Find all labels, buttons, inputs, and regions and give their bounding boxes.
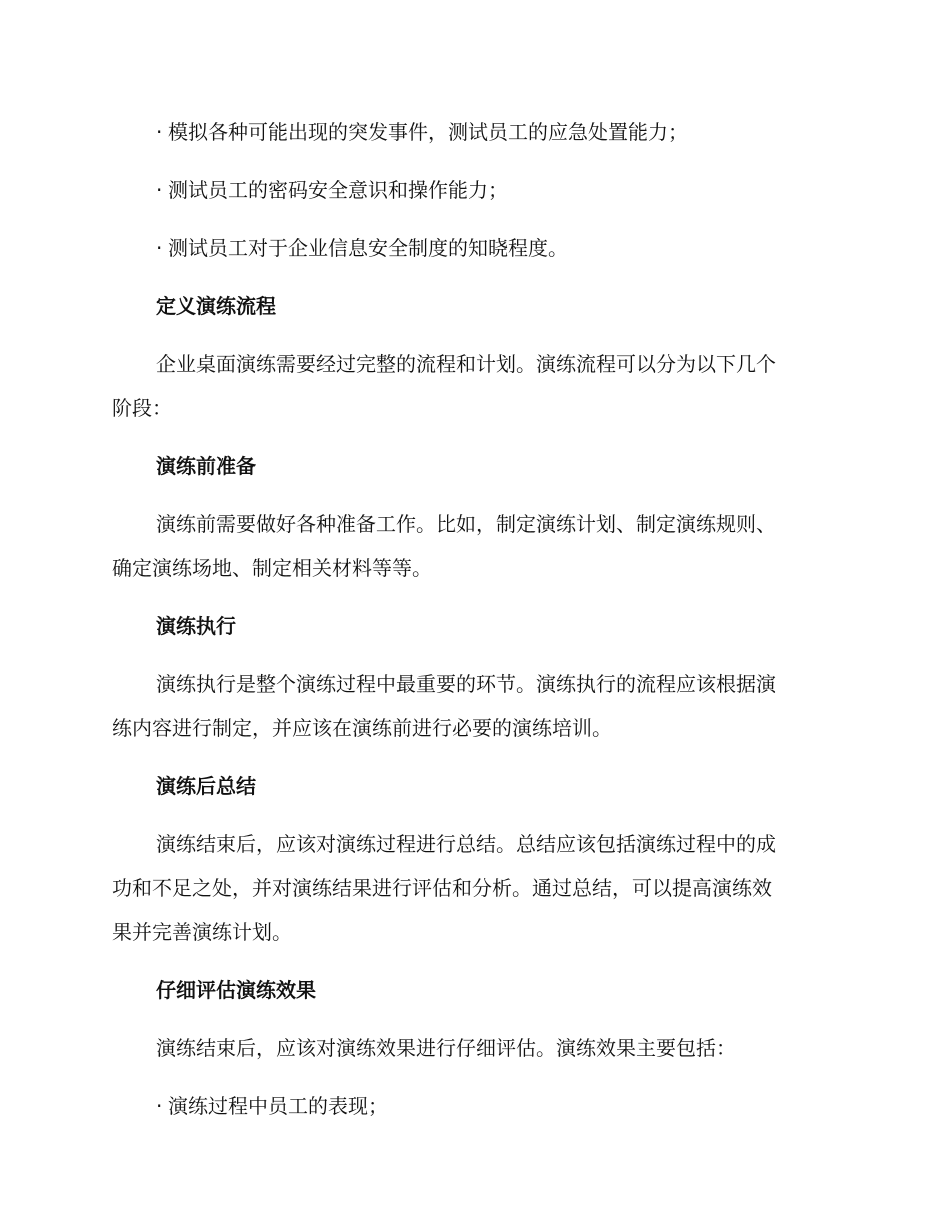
bullet-text: 测试员工的密码安全意识和操作能力；: [168, 178, 508, 202]
paragraph-define-flow: [112, 342, 832, 430]
bullet-item: [112, 110, 832, 154]
paragraph-line: 演练结束后，应该对演练效果进行仔细评估。演练效果主要包括：: [156, 1036, 736, 1060]
paragraph-line: 功和不足之处，并对演练结果进行评估和分析。通过总结，可以提高演练效: [112, 876, 772, 900]
paragraph-line: 阶段：: [112, 396, 172, 420]
paragraph-line: 演练前需要做好各种准备工作。比如，制定演练计划、制定演练规则、: [156, 512, 776, 536]
bullet-text: 演练过程中员工的表现；: [168, 1094, 388, 1118]
paragraph-line: 练内容进行制定，并应该在演练前进行必要的演练培训。: [112, 716, 612, 740]
paragraph-line: 演练结束后，应该对演练过程进行总结。总结应该包括演练过程中的成: [156, 832, 776, 856]
paragraph-execute: [112, 662, 832, 750]
paragraph-prep: [112, 502, 832, 590]
paragraph-line: 企业桌面演练需要经过完整的流程和计划。演练流程可以分为以下几个: [156, 352, 776, 376]
bullet-dot: ·: [156, 120, 163, 144]
bullet-dot: ·: [156, 1094, 163, 1118]
bullet-text: 测试员工对于企业信息安全制度的知晓程度。: [168, 236, 568, 260]
paragraph-summary: [112, 822, 832, 954]
bullet-item: [112, 168, 832, 212]
paragraph-line: 确定演练场地、制定相关材料等等。: [112, 556, 432, 580]
bullet-item: [112, 1084, 832, 1128]
bullet-dot: ·: [156, 236, 163, 260]
bullet-text: 模拟各种可能出现的突发事件，测试员工的应急处置能力；: [168, 120, 688, 144]
section-heading-evaluate: 仔细评估演练效果: [156, 978, 316, 1002]
paragraph-evaluate: [112, 1026, 832, 1070]
paragraph-line: 演练执行是整个演练过程中最重要的环节。演练执行的流程应该根据演: [156, 672, 776, 696]
section-heading-define-flow: 定义演练流程: [156, 294, 276, 318]
section-heading-execute: 演练执行: [156, 614, 236, 638]
section-heading-summary: 演练后总结: [156, 774, 256, 798]
bullet-item: [112, 226, 832, 270]
paragraph-line: 果并完善演练计划。: [112, 920, 292, 944]
section-heading-prep: 演练前准备: [156, 454, 256, 478]
document-body: [112, 110, 832, 1142]
bullet-dot: ·: [156, 178, 163, 202]
